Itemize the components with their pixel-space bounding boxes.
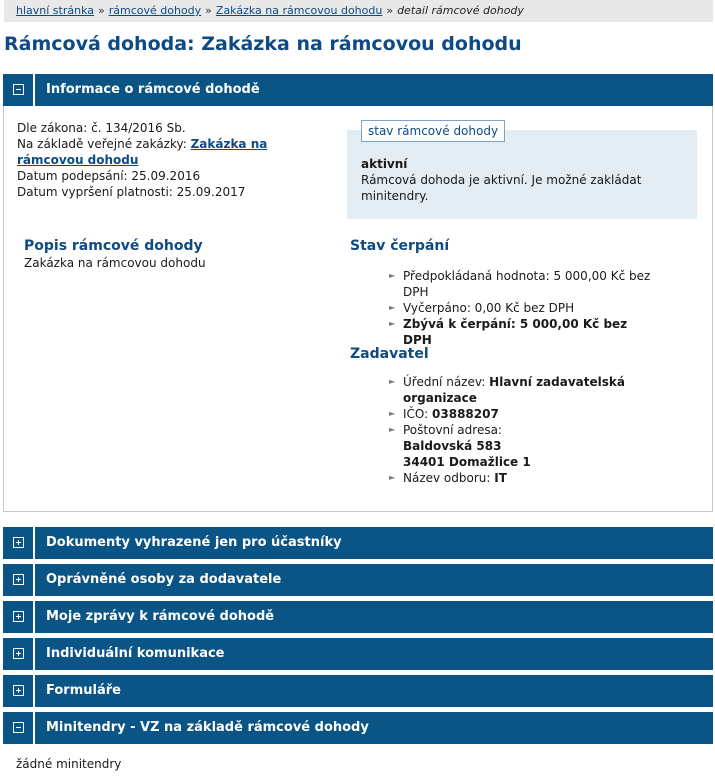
status-tab: stav rámcové dohody xyxy=(361,120,505,142)
section-persons-header[interactable] xyxy=(3,564,713,596)
expand-toggle[interactable] xyxy=(3,638,35,670)
collapse-toggle[interactable] xyxy=(3,74,35,106)
section-messages-header[interactable] xyxy=(3,601,713,633)
law-line: Dle zákona: č. 134/2016 Sb. xyxy=(17,121,186,135)
info-panel xyxy=(3,106,713,512)
status-description: Rámcová dohoda je aktivní. Je možné zakládat minitendry. xyxy=(361,173,642,203)
minus-box-icon xyxy=(13,84,24,95)
section-documents-title: Dokumenty vyhrazené jen pro účastníky xyxy=(46,535,342,550)
section-info-header[interactable] xyxy=(3,74,713,106)
section-info-title: Informace o rámcové dohodě xyxy=(46,82,260,97)
drawing-title: Stav čerpání xyxy=(350,238,450,254)
description-title: Popis rámcové dohody xyxy=(24,238,203,254)
bullet-icon: ► xyxy=(389,319,396,328)
section-minitenders-header[interactable] xyxy=(3,712,713,744)
section-communication-title: Individuální komunikace xyxy=(46,646,225,661)
breadcrumb-order-link[interactable]: Zakázka na rámcovou dohodu xyxy=(215,4,383,17)
list-item: ► Zbývá k čerpání: 5 000,00 Kč bez DPH xyxy=(389,317,628,347)
based-on-label: Na základě veřejné zakázky: xyxy=(17,137,191,151)
bullet-icon: ► xyxy=(389,409,396,418)
breadcrumb-current: detail rámcové dohody xyxy=(397,4,524,17)
status-text xyxy=(361,156,681,204)
page-title: Rámcová dohoda: Zakázka na rámcovou dohodu xyxy=(4,33,522,55)
breadcrumb-home-link[interactable]: hlavní stránka xyxy=(16,4,94,17)
collapse-toggle[interactable] xyxy=(3,712,35,744)
contracting-title: Zadavatel xyxy=(350,346,429,362)
breadcrumb-separator: » xyxy=(386,4,394,17)
agreement-details xyxy=(17,120,337,200)
section-forms-header[interactable] xyxy=(3,675,713,707)
list-item: ► Název odboru: IT xyxy=(389,471,507,485)
bullet-icon: ► xyxy=(389,303,396,312)
plus-box-icon xyxy=(13,685,24,696)
breadcrumb-framework-link[interactable]: rámcové dohody xyxy=(108,4,202,17)
minitenders-empty-text: žádné minitendry xyxy=(16,757,122,771)
expand-toggle[interactable] xyxy=(3,564,35,596)
status-value: aktivní xyxy=(361,157,408,171)
public-contract-link[interactable]: Zakázka na rámcovou dohodu xyxy=(17,137,268,167)
list-item: ► Předpokládaná hodnota: 5 000,00 Kč bez DPH xyxy=(389,269,651,299)
expand-toggle[interactable] xyxy=(3,527,35,559)
minus-box-icon xyxy=(13,722,24,733)
description-text: Zakázka na rámcovou dohodu xyxy=(24,256,206,270)
plus-box-icon xyxy=(13,611,24,622)
section-documents-header[interactable] xyxy=(3,527,713,559)
list-item: ► Vyčerpáno: 0,00 Kč bez DPH xyxy=(389,301,575,315)
section-messages-title: Moje zprávy k rámcové dohodě xyxy=(46,609,275,624)
contracting-list xyxy=(389,374,629,486)
list-item: ► Poštovní adresa: Baldovská 583 34401 Domažlice 1 xyxy=(389,423,531,469)
expiry-date: Datum vypršení platnosti: 25.09.2017 xyxy=(17,185,246,199)
bullet-icon: ► xyxy=(389,377,396,386)
signed-date: Datum podepsání: 25.09.2016 xyxy=(17,169,201,183)
section-forms-title: Formuláře xyxy=(46,683,121,698)
breadcrumb-separator: » xyxy=(205,4,212,17)
plus-box-icon xyxy=(13,537,24,548)
plus-box-icon xyxy=(13,574,24,585)
drawing-list xyxy=(389,268,659,348)
bullet-icon: ► xyxy=(389,271,396,280)
bullet-icon: ► xyxy=(389,473,396,482)
list-item: ► Úřední název: Hlavní zadavatelská organizace xyxy=(389,375,625,405)
section-persons-title: Oprávněné osoby za dodavatele xyxy=(46,572,282,587)
expand-toggle[interactable] xyxy=(3,675,35,707)
list-item: ► IČO: 03888207 xyxy=(389,407,499,421)
based-on-line xyxy=(17,136,337,168)
expand-toggle[interactable] xyxy=(3,601,35,633)
section-minitenders-title: Minitendry - VZ na základě rámcové dohody xyxy=(46,720,369,735)
breadcrumb xyxy=(4,0,713,22)
plus-box-icon xyxy=(13,648,24,659)
breadcrumb-separator: » xyxy=(98,4,105,17)
section-communication-header[interactable] xyxy=(3,638,713,670)
bullet-icon: ► xyxy=(389,425,396,434)
